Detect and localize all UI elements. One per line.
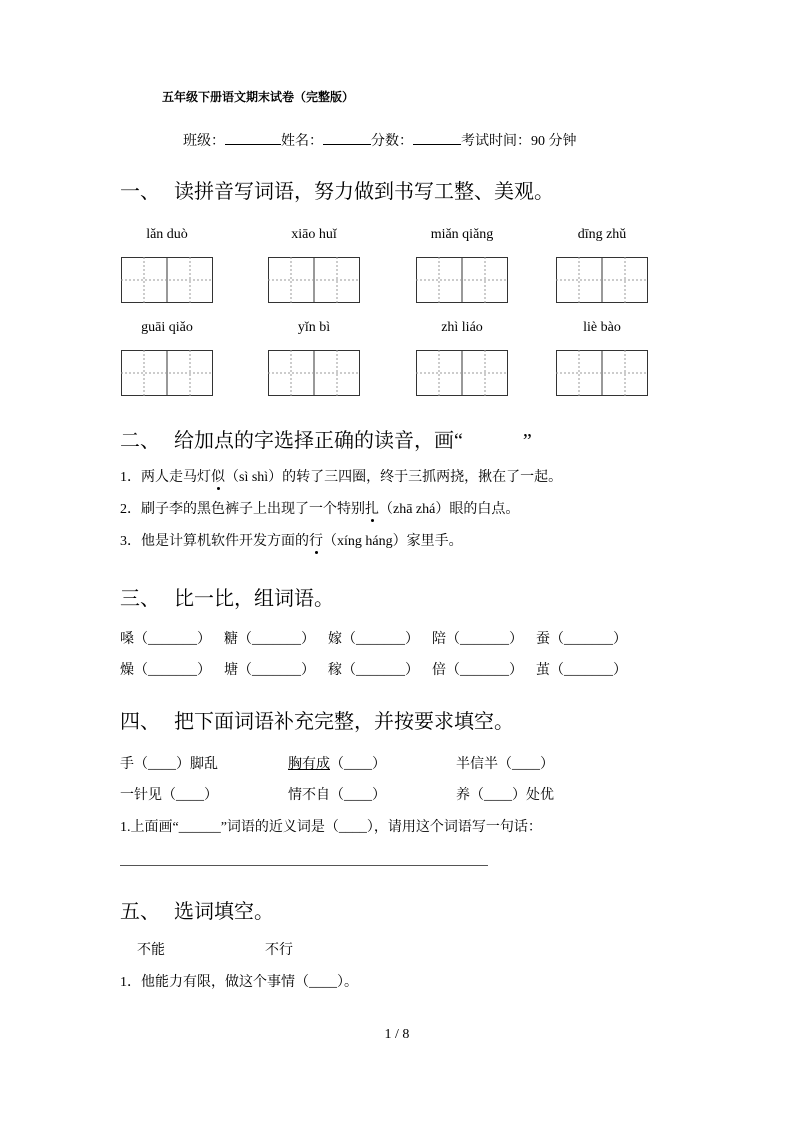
pinyin-label: zhì liáo: [441, 320, 483, 335]
question-text: 3．他是计算机软件开发方面的: [120, 534, 309, 549]
word-blank-item: 蚕（_______）: [536, 632, 627, 647]
class-label: 班级：: [183, 134, 225, 149]
pinyin-label: xiāo huǐ: [291, 227, 337, 242]
writing-grid: [121, 350, 213, 396]
question-text: 2．刷子李的黑色裤子上出现了一个特别: [120, 502, 365, 517]
section4-number: 四、: [120, 711, 160, 733]
dotted-character: 似: [211, 470, 225, 485]
pinyin-label: dīng zhǔ: [577, 227, 627, 242]
writing-grid: [268, 350, 360, 396]
section5-title: 选词填空。: [174, 901, 274, 923]
idiom-text: 情不自（____）: [288, 788, 386, 803]
idiom-text: 一针见（____）: [120, 788, 218, 803]
writing-grid: [268, 257, 360, 303]
idiom-row: [120, 788, 624, 804]
idiom-text: 半信半（____）: [456, 757, 554, 772]
pinyin-item: [121, 320, 213, 336]
word-blank-item: 嫁（_______）: [328, 632, 419, 647]
section4-question: 1.上面画“______”词语的近义词是（____），请用这个词语写一句话：: [120, 820, 542, 835]
section1-heading: [120, 181, 554, 203]
time-label: 考试时间：90 分钟: [461, 134, 577, 149]
idiom-row: [120, 757, 624, 773]
question-text: （sì shì）的转了三四圈，终于三抓两挠，揪在了一起。: [225, 470, 563, 485]
pinyin-item: [556, 227, 648, 243]
idiom-text: 养（____）处优: [456, 788, 554, 803]
section5-heading: [120, 901, 274, 923]
section5-number: 五、: [120, 901, 160, 923]
dotted-character: 扎: [365, 502, 379, 517]
section3-heading: [120, 588, 334, 610]
idiom-item: [288, 757, 456, 773]
name-blank: [323, 132, 371, 145]
word-blank-item: 塘（_______）: [224, 663, 315, 678]
pinyin-label: miǎn qiǎng: [430, 227, 494, 242]
idiom-text: （____）: [330, 757, 386, 772]
page-number: 1 / 8: [384, 1027, 410, 1042]
idiom-text: 手（____）脚乱: [120, 757, 218, 772]
section5-question: 1．他能力有限，做这个事情（____）。: [120, 975, 358, 990]
pinyin-item: [268, 227, 360, 243]
word-options: [137, 943, 293, 959]
section2-title: 给加点的字选择正确的读音，画“ ”: [174, 430, 532, 452]
idiom-item: [288, 788, 456, 804]
writing-grid: [556, 257, 648, 303]
dotted-character: 行: [309, 534, 323, 549]
pinyin-label: liè bào: [583, 320, 621, 335]
pinyin-item: [121, 227, 213, 243]
section3-number: 三、: [120, 588, 160, 610]
word-compare-row: [120, 632, 640, 648]
idiom-item: [456, 788, 624, 804]
word-blank-item: 稼（_______）: [328, 663, 419, 678]
pinyin-label: lǎn duò: [146, 227, 188, 242]
idiom-item: [456, 757, 624, 773]
pinyin-item: [416, 227, 508, 243]
score-blank: [413, 132, 461, 145]
question-line: [120, 502, 519, 518]
word-option: 不能: [137, 943, 165, 958]
student-info-line: [183, 132, 577, 150]
word-compare-row: [120, 663, 640, 679]
word-blank-item: 倍（_______）: [432, 663, 523, 678]
pinyin-item: [556, 320, 648, 336]
section4-heading: [120, 711, 514, 733]
answer-line: [120, 865, 488, 866]
question-text: 1．两人走马灯: [120, 470, 211, 485]
word-blank-item: 燥（_______）: [120, 663, 211, 678]
section4-title: 把下面词语补充完整，并按要求填空。: [174, 711, 514, 733]
word-blank-item: 陪（_______）: [432, 632, 523, 647]
word-option: 不行: [265, 943, 293, 958]
writing-grid: [556, 350, 648, 396]
section2-number: 二、: [120, 430, 160, 452]
score-label: 分数：: [371, 134, 413, 149]
pinyin-item: [268, 320, 360, 336]
word-blank-item: 嗓（_______）: [120, 632, 211, 647]
exam-title: 五年级下册语文期末试卷（完整版）: [162, 90, 355, 104]
writing-grid: [416, 257, 508, 303]
pinyin-item: [416, 320, 508, 336]
question-line: [120, 470, 562, 486]
writing-grid: [416, 350, 508, 396]
section1-title: 读拼音写词语，努力做到书写工整、美观。: [174, 181, 554, 203]
question-line: [120, 534, 463, 550]
writing-grid: [121, 257, 213, 303]
idiom-underlined-text: 胸有成: [288, 757, 330, 772]
name-label: 姓名：: [281, 134, 323, 149]
pinyin-label: yǐn bì: [297, 320, 331, 335]
word-blank-item: 茧（_______）: [536, 663, 627, 678]
section1-number: 一、: [120, 181, 160, 203]
pinyin-label: guāi qiǎo: [141, 320, 193, 335]
section2-heading: [120, 430, 532, 452]
question-text: （zhā zhá）眼的白点。: [379, 502, 520, 517]
idiom-item: [120, 757, 288, 773]
idiom-item: [120, 788, 288, 804]
question-text: （xíng háng）家里手。: [323, 534, 463, 549]
section3-title: 比一比，组词语。: [174, 588, 334, 610]
word-blank-item: 糖（_______）: [224, 632, 315, 647]
class-blank: [225, 132, 281, 145]
